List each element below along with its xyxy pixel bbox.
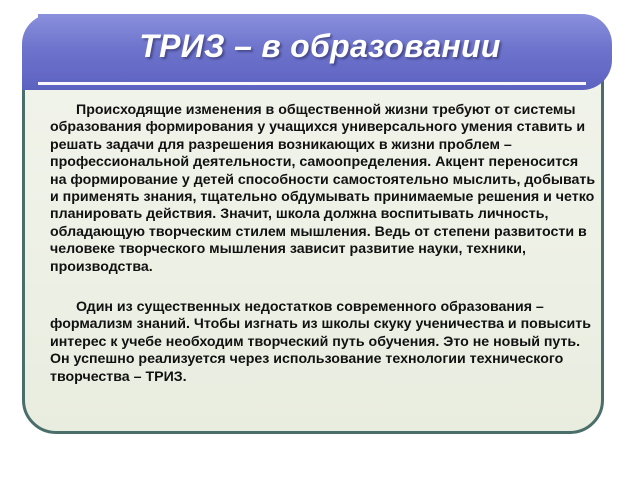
slide-body <box>50 102 598 386</box>
slide-title: ТРИЗ – в образовании <box>139 28 501 64</box>
paragraph-2: Один из существенных недостатков современного образования – формализм знаний. Чтобы изгнать из школы скуку ученичества и повысить интерес к учебе необходим творческий путь обучения. Это не новый путь. Он успешно реализуется через использование технологии технического творчества – ТРИЗ. <box>50 299 591 385</box>
title-underline <box>38 82 586 85</box>
paragraph-1: Происходящие изменения в общественной жизни требуют от системы образования формирования у учащихся универсального умения ставить и решать задачи для разрешения возникающих в жизни проблем – профессиональной деятельности, самоопределения. Акцент переносится на формирование у детей способности самостоятельно мыслить, добывать и применять знания, тщательно обдумывать принимаемые решения и четко планировать действия. Значит, школа должна воспитывать личность, обладающую творческим стилем мышления. Ведь от степени развитости в человеке творческого мышления зависит развитие науки, техники, производства. <box>50 102 596 275</box>
